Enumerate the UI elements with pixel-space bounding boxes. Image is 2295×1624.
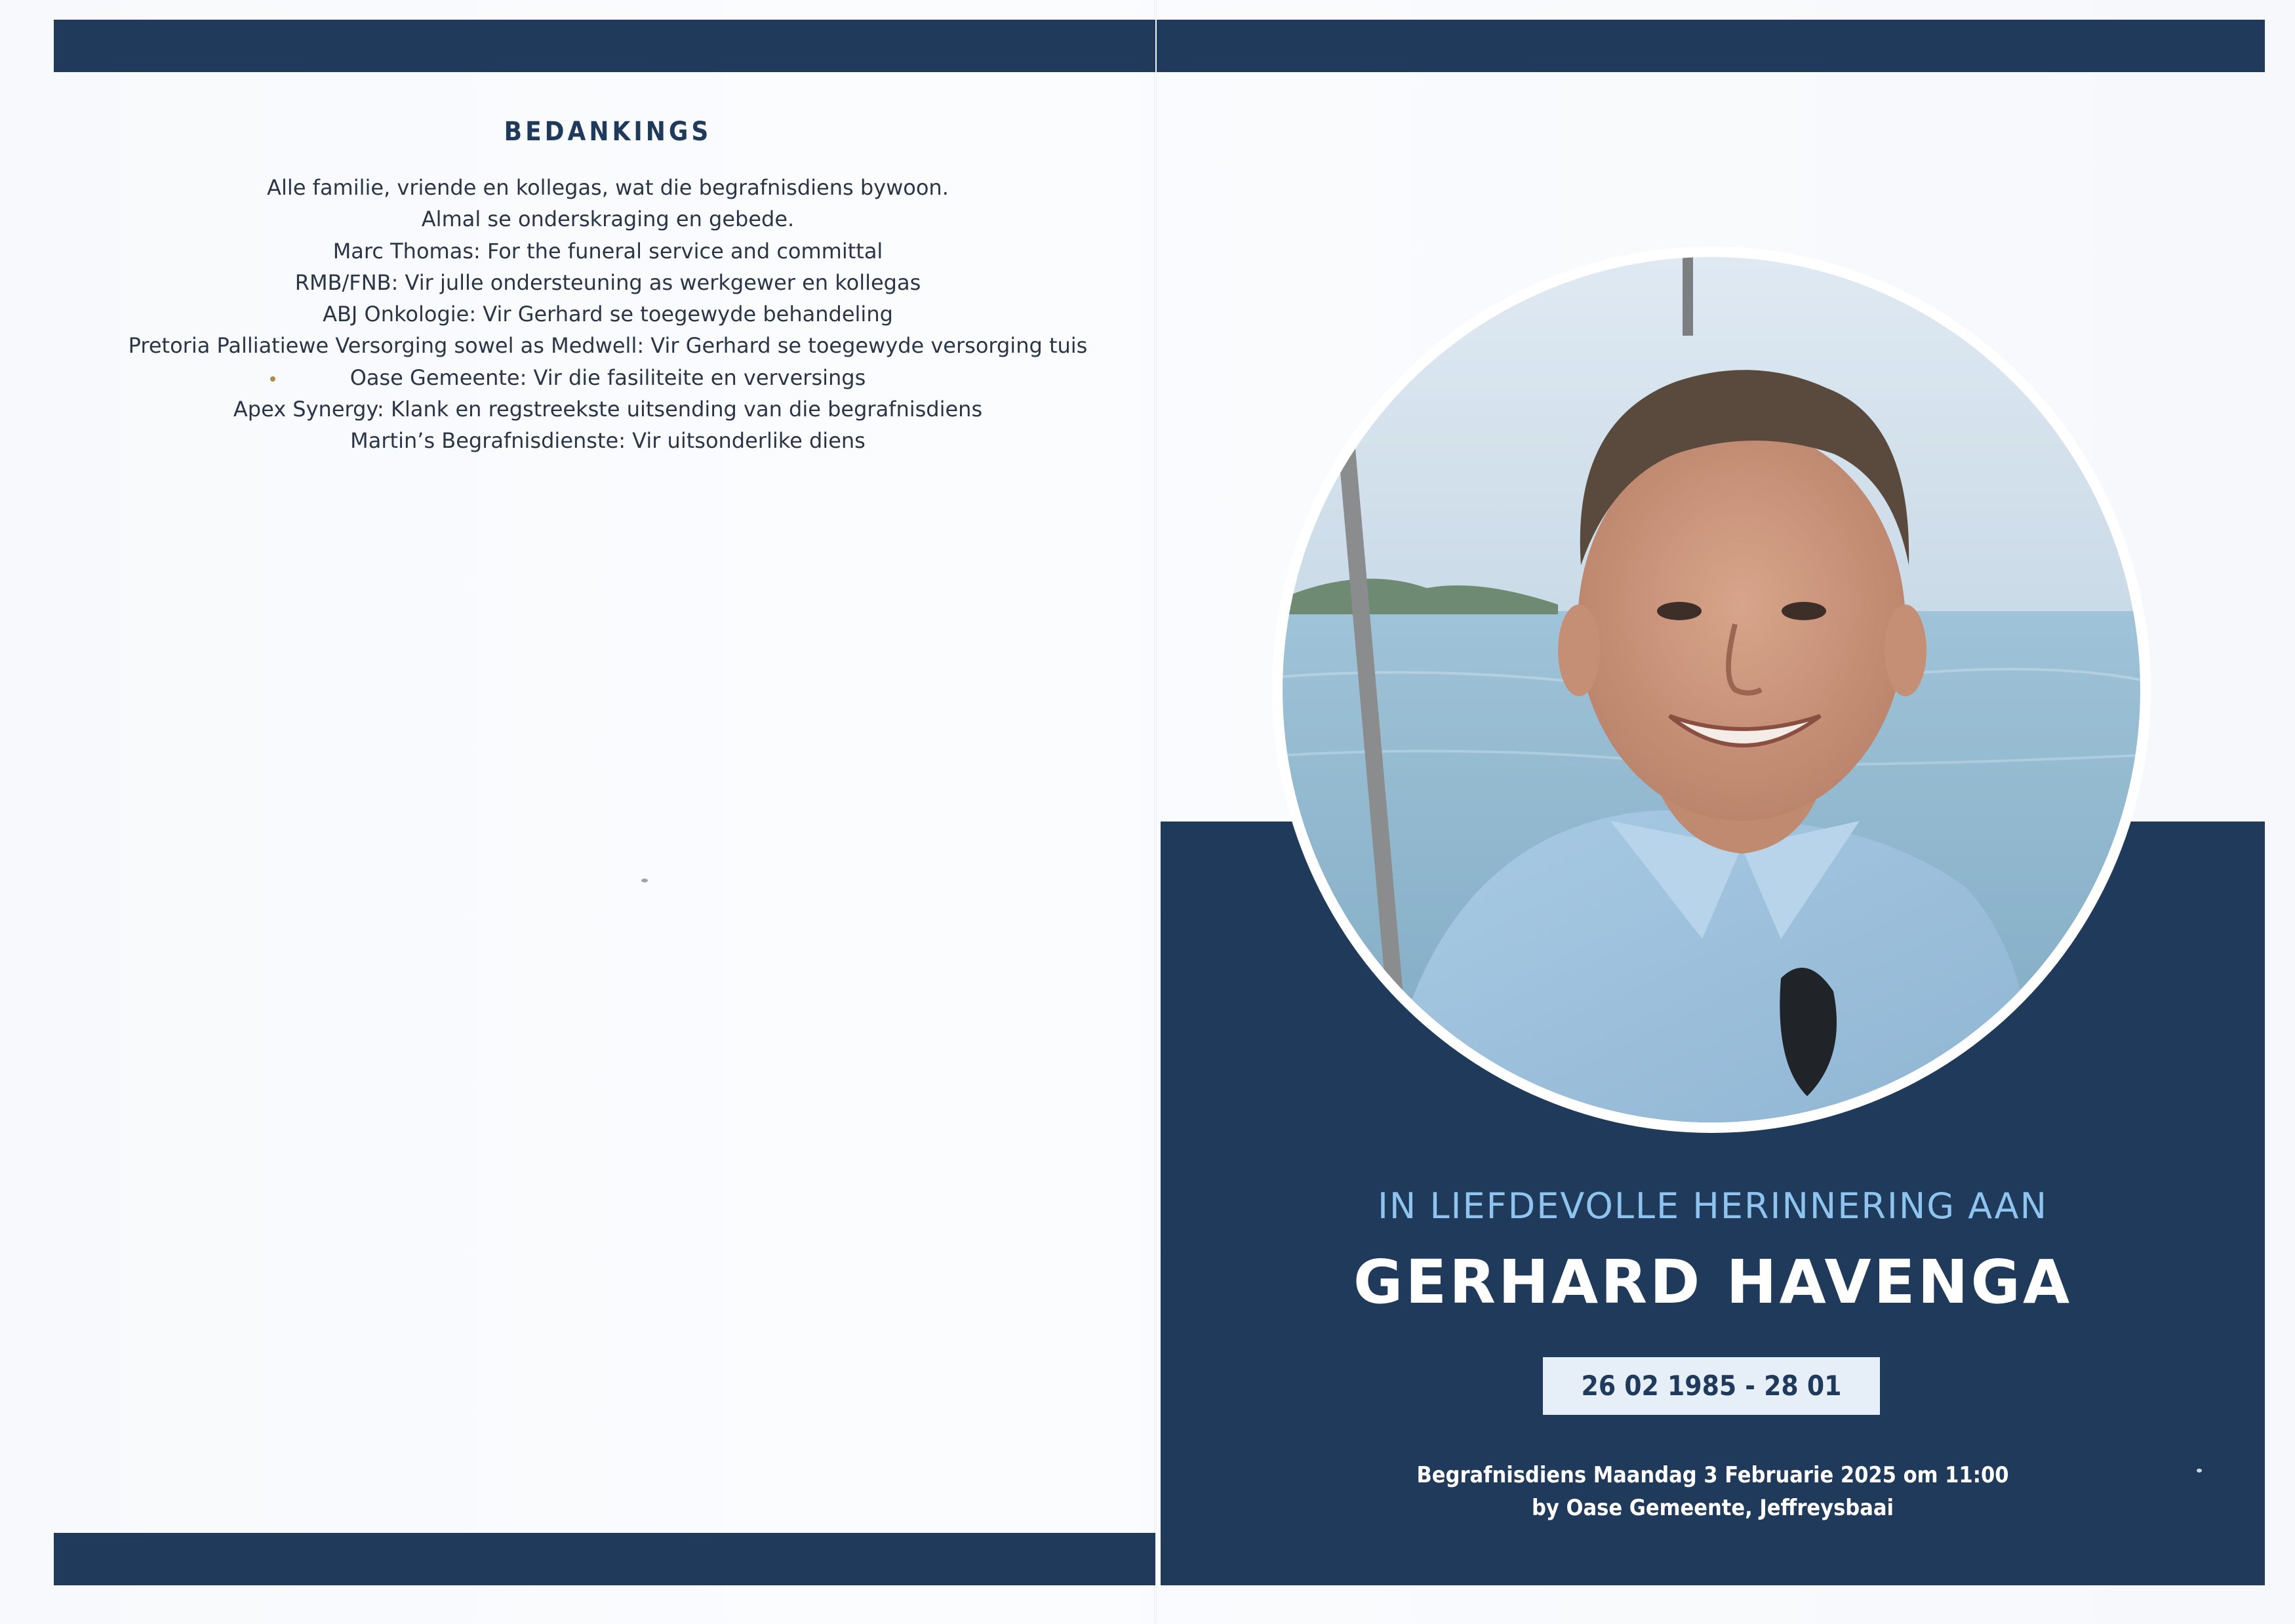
scan-speck bbox=[2197, 1469, 2202, 1473]
thanks-item: Alle familie, vriende en kollegas, wat die begrafnisdiens bywoon. bbox=[267, 175, 949, 200]
service-venue: by Oase Gemeente, Jeffreysbaai bbox=[1532, 1495, 1894, 1521]
thanks-item: Almal se onderskraging en gebede. bbox=[421, 207, 795, 232]
thanks-item: Martin’s Begrafnisdienste: Vir uitsonderlike diens bbox=[350, 428, 866, 454]
thanks-item: Pretoria Palliatiewe Versorging sowel as Medwell: Vir Gerhard se toegewyde versorging tuis bbox=[128, 333, 1088, 359]
life-dates: 26 02 1985 - 28 01 2025 bbox=[1581, 1370, 1842, 1459]
portrait-photo bbox=[1283, 257, 2140, 1122]
thanks-item: ABJ Onkologie: Vir Gerhard se toegewyde behandeling bbox=[323, 302, 893, 327]
thanks-item: Apex Synergy: Klank en regstreekste uitsending van die begrafnisdiens bbox=[233, 397, 983, 422]
memorial-heading: IN LIEFDEVOLLE HERINNERING AAN bbox=[1377, 1185, 2048, 1227]
deceased-name: GERHARD HAVENGA bbox=[1353, 1247, 2073, 1317]
top-band-left bbox=[54, 20, 1155, 72]
bottom-band-left bbox=[54, 1533, 1155, 1585]
thanks-list bbox=[54, 172, 1162, 457]
service-details: Begrafnisdiens Maandag 3 Februarie 2025 om 11:00 bbox=[1416, 1462, 2009, 1488]
thanks-item: Oase Gemeente: Vir die fasiliteite en verversings bbox=[349, 365, 866, 390]
scan-speck bbox=[270, 376, 275, 382]
thanks-title: BEDANKINGS bbox=[504, 117, 712, 147]
thanks-item: Marc Thomas: For the funeral service and committal bbox=[332, 238, 883, 264]
thanks-item: RMB/FNB: Vir julle ondersteuning as werkgewer en kollegas bbox=[294, 269, 921, 295]
scan-speck bbox=[641, 879, 648, 882]
top-band-right bbox=[1157, 20, 2265, 72]
